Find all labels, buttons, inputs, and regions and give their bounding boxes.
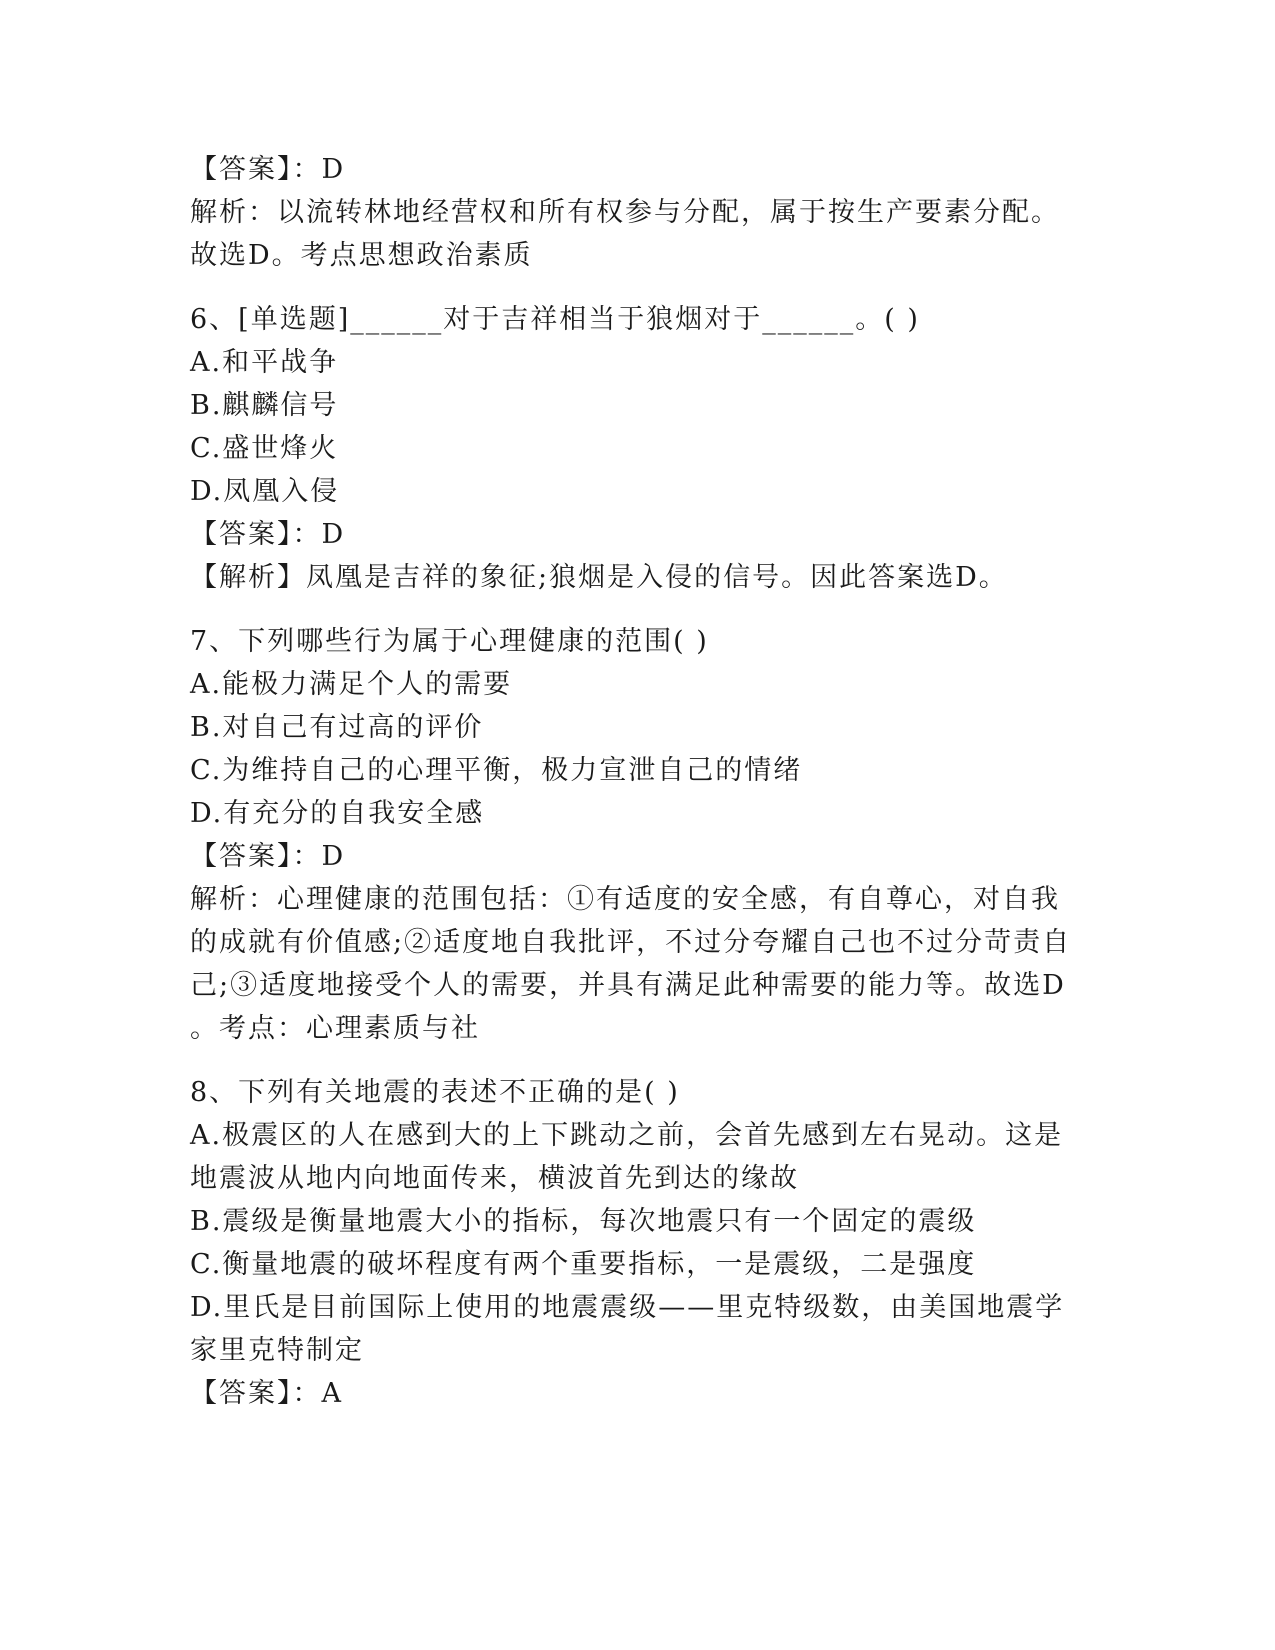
answer-line: 【答案】：D — [190, 154, 346, 185]
explanation-line: 故选D。考点思想政治素质 — [190, 240, 533, 271]
option-c: C.盛世烽火 — [190, 433, 339, 464]
question-stem: 7、下列哪些行为属于心理健康的范围( ) — [190, 626, 709, 657]
option-b: B.麒麟信号 — [190, 390, 339, 421]
explanation-line: 的成就有价值感;②适度地自我批评，不过分夸耀自己也不过分苛责自 — [190, 927, 1072, 958]
answer-line: 【答案】：D — [190, 841, 346, 872]
option-c: C.为维持自己的心理平衡，极力宣泄自己的情绪 — [190, 755, 803, 786]
option-c: C.衡量地震的破坏程度有两个重要指标，一是震级，二是强度 — [190, 1249, 977, 1280]
question-5-tail — [190, 148, 1070, 277]
option-d-continued: 家里克特制定 — [190, 1335, 364, 1366]
question-6 — [190, 298, 1070, 599]
question-stem: 8、下列有关地震的表述不正确的是( ) — [190, 1077, 680, 1108]
option-a: A.和平战争 — [190, 347, 339, 378]
option-d: D.凤凰入侵 — [190, 476, 340, 507]
option-b: B.震级是衡量地震大小的指标，每次地震只有一个固定的震级 — [190, 1206, 977, 1237]
question-7 — [190, 620, 1070, 1050]
option-b: B.对自己有过高的评价 — [190, 712, 484, 743]
question-8 — [190, 1071, 1070, 1415]
option-a: A.能极力满足个人的需要 — [190, 669, 513, 700]
option-d: D.里氏是目前国际上使用的地震震级——里克特级数，由美国地震学 — [190, 1292, 1065, 1323]
question-stem: 6、[单选题]______对于吉祥相当于狼烟对于______。( ) — [190, 304, 920, 335]
explanation-line: 解析：心理健康的范围包括：①有适度的安全感，有自尊心，对自我 — [190, 884, 1060, 915]
explanation-line: 解析：以流转林地经营权和所有权参与分配，属于按生产要素分配。 — [190, 197, 1060, 228]
answer-line: 【答案】：D — [190, 519, 346, 550]
answer-line: 【答案】：A — [190, 1378, 343, 1409]
explanation-line: 。考点：心理素质与社 — [190, 1013, 480, 1044]
option-a-continued: 地震波从地内向地面传来，横波首先到达的缘故 — [190, 1163, 799, 1194]
explanation-line: 【解析】凤凰是吉祥的象征;狼烟是入侵的信号。因此答案选D。 — [190, 562, 1008, 593]
explanation-line: 己;③适度地接受个人的需要，并具有满足此种需要的能力等。故选D — [190, 970, 1066, 1001]
option-a: A.极震区的人在感到大的上下跳动之前，会首先感到左右晃动。这是 — [190, 1120, 1064, 1151]
exam-page — [190, 148, 1070, 1415]
option-d: D.有充分的自我安全感 — [190, 798, 485, 829]
